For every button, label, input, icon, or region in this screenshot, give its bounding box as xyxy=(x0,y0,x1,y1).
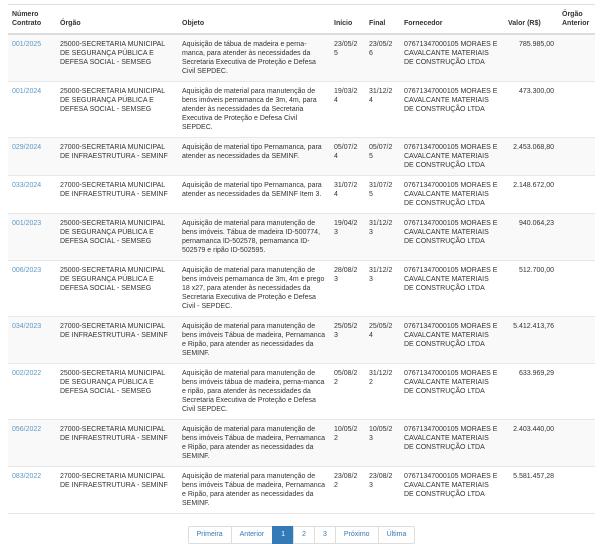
pagination-button-page-1[interactable]: 1 xyxy=(272,526,294,544)
contract-number-link[interactable]: 001/2023 xyxy=(12,220,42,227)
objeto-cell: Aquisição de tábua de madeira e perna-manca, para atender às necessidades da Secretaria Executiva de Proteção e Defesa Civil SEPDEC. xyxy=(178,34,330,82)
pagination-item-page-3 xyxy=(315,526,336,544)
objeto-cell: Aquisição de material para manutenção de bens imóveis pernamanca de 3m, 4m e prego 18 x27, para atender às necessidades da Secretaria Executiva de Proteção e Defesa Civil - SEPDEC. xyxy=(178,261,330,317)
orgao-cell: 25000-SECRETARIA MUNICIPAL DE SEGURANÇA PÚBLICA E DEFESA SOCIAL - SEMSEG xyxy=(56,364,178,420)
contract-number-cell xyxy=(8,138,56,176)
table-row xyxy=(8,467,595,514)
fornecedor-cell: 07671347000105 MORAES E CAVALCANTE MATERIAIS DE CONSTRUÇÃO LTDA xyxy=(400,138,504,176)
contract-number-cell xyxy=(8,82,56,138)
contract-number-cell xyxy=(8,317,56,364)
contract-number-link[interactable]: 056/2022 xyxy=(12,426,42,433)
contract-number-link[interactable]: 001/2024 xyxy=(12,88,42,95)
orgao-cell: 25000-SECRETARIA MUNICIPAL DE SEGURANÇA PÚBLICA E DEFESA SOCIAL - SEMSEG xyxy=(56,82,178,138)
pagination-bar xyxy=(8,526,595,544)
inicio-cell: 05/07/24 xyxy=(330,138,365,176)
fornecedor-cell: 07671347000105 MORAES E CAVALCANTE MATERIAIS DE CONSTRUÇÃO LTDA xyxy=(400,82,504,138)
final-cell: 05/07/25 xyxy=(365,138,400,176)
fornecedor-cell: 07671347000105 MORAES E CAVALCANTE MATERIAIS DE CONSTRUÇÃO LTDA xyxy=(400,317,504,364)
objeto-cell: Aquisição de material para manutenção de bens imóveis. Tábua de madeira ID-500774, pernamanca ID-502578, pernamanca ID-502579 e ripão ID-502595. xyxy=(178,214,330,261)
contract-number-cell xyxy=(8,364,56,420)
table-row xyxy=(8,34,595,82)
contract-number-cell xyxy=(8,261,56,317)
orgao-cell: 27000-SECRETARIA MUNICIPAL DE INFRAESTRUTURA - SEMINF xyxy=(56,176,178,214)
orgao-cell: 25000-SECRETARIA MUNICIPAL DE SEGURANÇA PÚBLICA E DEFESA SOCIAL - SEMSEG xyxy=(56,261,178,317)
fornecedor-cell: 07671347000105 MORAES E CAVALCANTE MATERIAIS DE CONSTRUÇÃO LTDA xyxy=(400,467,504,514)
orgao-anterior-cell xyxy=(558,420,595,467)
objeto-cell: Aquisição de material tipo Pernamanca, para atender as necessidades da SEMINF. xyxy=(178,138,330,176)
final-cell: 25/05/24 xyxy=(365,317,400,364)
valor-cell: 473.300,00 xyxy=(504,82,558,138)
table-row xyxy=(8,214,595,261)
table-row xyxy=(8,176,595,214)
valor-cell: 2.148.672,00 xyxy=(504,176,558,214)
inicio-cell: 19/04/23 xyxy=(330,214,365,261)
orgao-cell: 25000-SECRETARIA MUNICIPAL DE SEGURANÇA PÚBLICA E DEFESA SOCIAL - SEMSEG xyxy=(56,34,178,82)
pagination-item-prev xyxy=(232,526,274,544)
objeto-cell: Aquisição de material para manutenção de bens imóveis pernamanca de 3m, 4m, para atender às necessidades da Secretaria Executiva de Proteção e Defesa Civil SEPDEC. xyxy=(178,82,330,138)
orgao-anterior-cell xyxy=(558,261,595,317)
objeto-cell: Aquisição de material para manutenção de bens imóveis tábua de madeira, perna-manca e ripão, para atender às necessidades da Secretaria Executiva de Proteção e Defesa Civil SEPDEC. xyxy=(178,364,330,420)
final-cell: 31/12/22 xyxy=(365,364,400,420)
valor-cell: 940.064,23 xyxy=(504,214,558,261)
column-header-objeto: Objeto xyxy=(178,5,330,35)
orgao-anterior-cell xyxy=(558,138,595,176)
inicio-cell: 19/03/24 xyxy=(330,82,365,138)
contract-number-link[interactable]: 002/2022 xyxy=(12,370,42,377)
final-cell: 31/12/23 xyxy=(365,214,400,261)
objeto-cell: Aquisição de material para manutenção de bens imóveis Tábua de madeira, Pernamanca e Ripão, para atender as necessidades da SEMINF. xyxy=(178,467,330,514)
fornecedor-cell: 07671347000105 MORAES E CAVALCANTE MATERIAIS DE CONSTRUÇÃO LTDA xyxy=(400,34,504,82)
contracts-table-header xyxy=(8,5,595,35)
orgao-anterior-cell xyxy=(558,34,595,82)
column-header-inicio: Início xyxy=(330,5,365,35)
table-row xyxy=(8,364,595,420)
fornecedor-cell: 07671347000105 MORAES E CAVALCANTE MATERIAIS DE CONSTRUÇÃO LTDA xyxy=(400,176,504,214)
contract-number-link[interactable]: 033/2024 xyxy=(12,182,42,189)
contract-number-cell xyxy=(8,214,56,261)
inicio-cell: 23/08/22 xyxy=(330,467,365,514)
objeto-cell: Aquisição de material para manutenção de bens imóveis Tábua de madeira, Pernamanca e Ripão, para atender as necessidades da SEMINF. xyxy=(178,317,330,364)
valor-cell: 5.581.457,28 xyxy=(504,467,558,514)
valor-cell: 633.969,29 xyxy=(504,364,558,420)
table-row xyxy=(8,420,595,467)
fornecedor-cell: 07671347000105 MORAES E CAVALCANTE MATERIAIS DE CONSTRUÇÃO LTDA xyxy=(400,214,504,261)
inicio-cell: 28/08/23 xyxy=(330,261,365,317)
contract-number-cell xyxy=(8,420,56,467)
final-cell: 10/05/23 xyxy=(365,420,400,467)
orgao-anterior-cell xyxy=(558,214,595,261)
final-cell: 31/12/24 xyxy=(365,82,400,138)
orgao-cell: 27000-SECRETARIA MUNICIPAL DE INFRAESTRUTURA - SEMINF xyxy=(56,467,178,514)
pagination-item-first xyxy=(188,526,232,544)
pagination xyxy=(188,526,416,544)
inicio-cell: 25/05/23 xyxy=(330,317,365,364)
contract-number-link[interactable]: 034/2023 xyxy=(12,323,42,330)
pagination-item-page-1 xyxy=(273,526,294,544)
fornecedor-cell: 07671347000105 MORAES E CAVALCANTE MATERIAIS DE CONSTRUÇÃO LTDA xyxy=(400,364,504,420)
final-cell: 31/07/25 xyxy=(365,176,400,214)
orgao-cell: 25000-SECRETARIA MUNICIPAL DE SEGURANÇA PÚBLICA E DEFESA SOCIAL - SEMSEG xyxy=(56,214,178,261)
pagination-button-prev[interactable]: Anterior xyxy=(231,526,274,544)
column-header-final: Final xyxy=(365,5,400,35)
column-header-orgao-anterior: Órgão Anterior xyxy=(558,5,595,35)
orgao-anterior-cell xyxy=(558,317,595,364)
valor-cell: 512.700,00 xyxy=(504,261,558,317)
orgao-anterior-cell xyxy=(558,176,595,214)
inicio-cell: 05/08/22 xyxy=(330,364,365,420)
pagination-button-page-3[interactable]: 3 xyxy=(314,526,336,544)
objeto-cell: Aquisição de material para manutenção de bens imóveis Tábua de madeira, Pernamanca e Ripão, para atender as necessidades da SEMINF. xyxy=(178,420,330,467)
contract-number-cell xyxy=(8,467,56,514)
fornecedor-cell: 07671347000105 MORAES E CAVALCANTE MATERIAIS DE CONSTRUÇÃO LTDA xyxy=(400,261,504,317)
contract-number-link[interactable]: 001/2025 xyxy=(12,41,42,48)
contract-number-link[interactable]: 083/2022 xyxy=(12,473,42,480)
orgao-anterior-cell xyxy=(558,364,595,420)
orgao-cell: 27000-SECRETARIA MUNICIPAL DE INFRAESTRUTURA - SEMINF xyxy=(56,138,178,176)
final-cell: 23/08/23 xyxy=(365,467,400,514)
orgao-cell: 27000-SECRETARIA MUNICIPAL DE INFRAESTRUTURA - SEMINF xyxy=(56,317,178,364)
inicio-cell: 23/05/25 xyxy=(330,34,365,82)
valor-cell: 2.403.440,00 xyxy=(504,420,558,467)
pagination-item-next xyxy=(336,526,379,544)
final-cell: 31/12/23 xyxy=(365,261,400,317)
valor-cell: 785.985,00 xyxy=(504,34,558,82)
contract-number-cell xyxy=(8,34,56,82)
pagination-button-first[interactable]: Primeira xyxy=(188,526,232,544)
pagination-button-page-2[interactable]: 2 xyxy=(293,526,315,544)
contract-number-link[interactable]: 006/2023 xyxy=(12,267,42,274)
orgao-cell: 27000-SECRETARIA MUNICIPAL DE INFRAESTRUTURA - SEMINF xyxy=(56,420,178,467)
column-header-numero-contrato: Número Contrato xyxy=(8,5,56,35)
valor-cell: 2.453.068,80 xyxy=(504,138,558,176)
objeto-cell: Aquisição de material tipo Pernamanca, para atender as necessidades da SEMINF Item 3. xyxy=(178,176,330,214)
inicio-cell: 31/07/24 xyxy=(330,176,365,214)
pagination-button-next[interactable]: Próximo xyxy=(335,526,379,544)
contracts-table-body xyxy=(8,34,595,514)
final-cell: 23/05/26 xyxy=(365,34,400,82)
contract-number-link[interactable]: 029/2024 xyxy=(12,144,42,151)
header-row xyxy=(8,5,595,35)
table-row xyxy=(8,261,595,317)
valor-cell: 5.412.413,76 xyxy=(504,317,558,364)
orgao-anterior-cell xyxy=(558,467,595,514)
table-row xyxy=(8,138,595,176)
pagination-item-page-2 xyxy=(294,526,315,544)
column-header-valor: Valor (R$) xyxy=(504,5,558,35)
column-header-orgao: Órgão xyxy=(56,5,178,35)
pagination-button-last[interactable]: Última xyxy=(378,526,416,544)
fornecedor-cell: 07671347000105 MORAES E CAVALCANTE MATERIAIS DE CONSTRUÇÃO LTDA xyxy=(400,420,504,467)
contracts-table xyxy=(8,4,595,514)
column-header-fornecedor: Fornecedor xyxy=(400,5,504,35)
inicio-cell: 10/05/22 xyxy=(330,420,365,467)
pagination-item-last xyxy=(379,526,416,544)
orgao-anterior-cell xyxy=(558,82,595,138)
table-row xyxy=(8,82,595,138)
contract-number-cell xyxy=(8,176,56,214)
table-row xyxy=(8,317,595,364)
